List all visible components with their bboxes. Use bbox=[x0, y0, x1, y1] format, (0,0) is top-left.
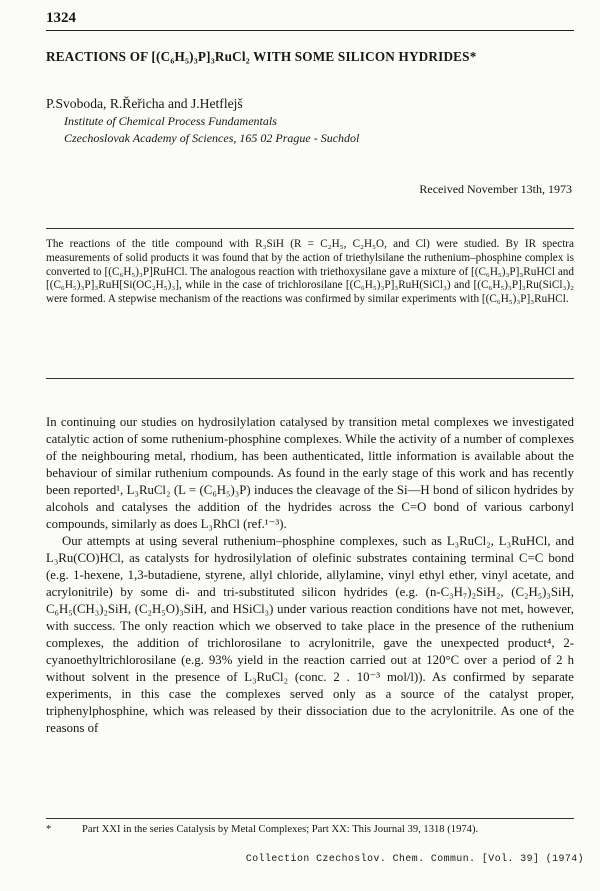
article-authors: P.Svoboda, R.Řeřicha and J.Hetflejš bbox=[46, 96, 243, 111]
header-rule bbox=[46, 30, 574, 31]
abstract-text: The reactions of the title compound with R₃SiH (R = C₂H₅, C₂H₅O, and Cl) were studied. By IR spectra measurements of solid products it was found that by the action of triethylsilane the ruthenium–phosphine complex is converted to [(C₆H₅)₃P]RuHCl. The analogous reaction with triethoxysilane gave a mixture of [(C₆H₅)₃P]₃RuHCl and [(C₆H₅)₃P]₃RuH[Si(OC₂H₅)₃], while in the case of trichlorosilane [(C₆H₅)₃P]₃RuH(SiCl₃) and [(C₆H₅)₃P]₃Ru(SiCl₃)₂ were formed. A stepwise mechanism of the reactions was confirmed by similar experiments with [(C₆H₅)₃P]₃RuHCl. bbox=[46, 238, 574, 306]
running-footer: Collection Czechoslov. Chem. Commun. [Vol. 39] (1974) bbox=[245, 853, 584, 864]
abstract-bottom-rule bbox=[46, 378, 574, 379]
article-title: REACTIONS OF [(C₆H₅)₃P]₃RuCl₂ WITH SOME SILICON HYDRIDES* bbox=[46, 49, 477, 64]
body-paragraph-1: In continuing our studies on hydrosilylation catalysed by transition metal complexes we investigated catalytic action of some ruthenium-phosphine complexes. While the activity of a number of complexes of the neighbouring metal, rhodium, has been authenticated, little information is available about the behaviour of similar ruthenium compounds. As found in the early stage of this work and has recently been reported¹, L₃RuCl₂ (L = (C₆H₅)₃P) induces the cleavage of the Si—H bond of silicon hydrides by alcohols and catalyses the addition of the hydrides across the C=O bond of various carbonyl compounds, similarly as does L₃RhCl (ref.¹⁻³). bbox=[46, 415, 574, 531]
footnote-marker: * bbox=[46, 824, 52, 835]
received-date: Received November 13th, 1973 bbox=[419, 182, 572, 196]
footnote-rule bbox=[46, 818, 574, 819]
footnote bbox=[46, 824, 574, 835]
institute-line: Institute of Chemical Process Fundamentals bbox=[64, 114, 277, 128]
academy-line: Czechoslovak Academy of Sciences, 165 02 Prague - Suchdol bbox=[64, 131, 360, 145]
page-number: 1324 bbox=[46, 10, 76, 26]
body-text bbox=[46, 414, 574, 737]
abstract-top-rule bbox=[46, 228, 574, 229]
body-paragraph-2: Our attempts at using several ruthenium–phosphine complexes, such as L₃RuCl₂, L₃RuHCl, and L₃Ru(CO)HCl, as catalysts for hydrosilylation of olefinic substrates containing terminal C=C bond (e.g. 1-hexene, 1,3-butadiene, styrene, allyl chloride, allylamine, vinyl ethyl ether, vinyl acetate, and acrylonitrile) by some di- and tri-substituted silicon hydrides (e.g. (n-C₃H₇)₂SiH₂, (C₂H₅)₃SiH, C₆H₅(CH₃)₂SiH, (C₂H₅O)₃SiH, and HSiCl₃) under various reaction conditions have not met, however, with success. The only reaction which we observed to take place in the presence of the ruthenium complexes, the addition of trichlorosilane to acrylonitrile, gave the unexpected product⁴, 2-cyanoethyltrichlorosilane (e.g. 93% yield in the reaction carried out at 120°C over a period of 2 h without solvent in the presence of L₃RuCl₂ (conc. 2 . 10⁻³ mol/l)). As confirmed by separate experiments, in this case the complexes served only as a source of the catalyst proper, triphenylphosphine, which was released by their dissociation due to the acrylonitrile. As one of the reasons of bbox=[46, 534, 574, 735]
footnote-text: Part XXI in the series Catalysis by Metal Complexes; Part XX: This Journal 39, 1318 (1974). bbox=[82, 824, 479, 835]
affiliation bbox=[64, 113, 359, 147]
